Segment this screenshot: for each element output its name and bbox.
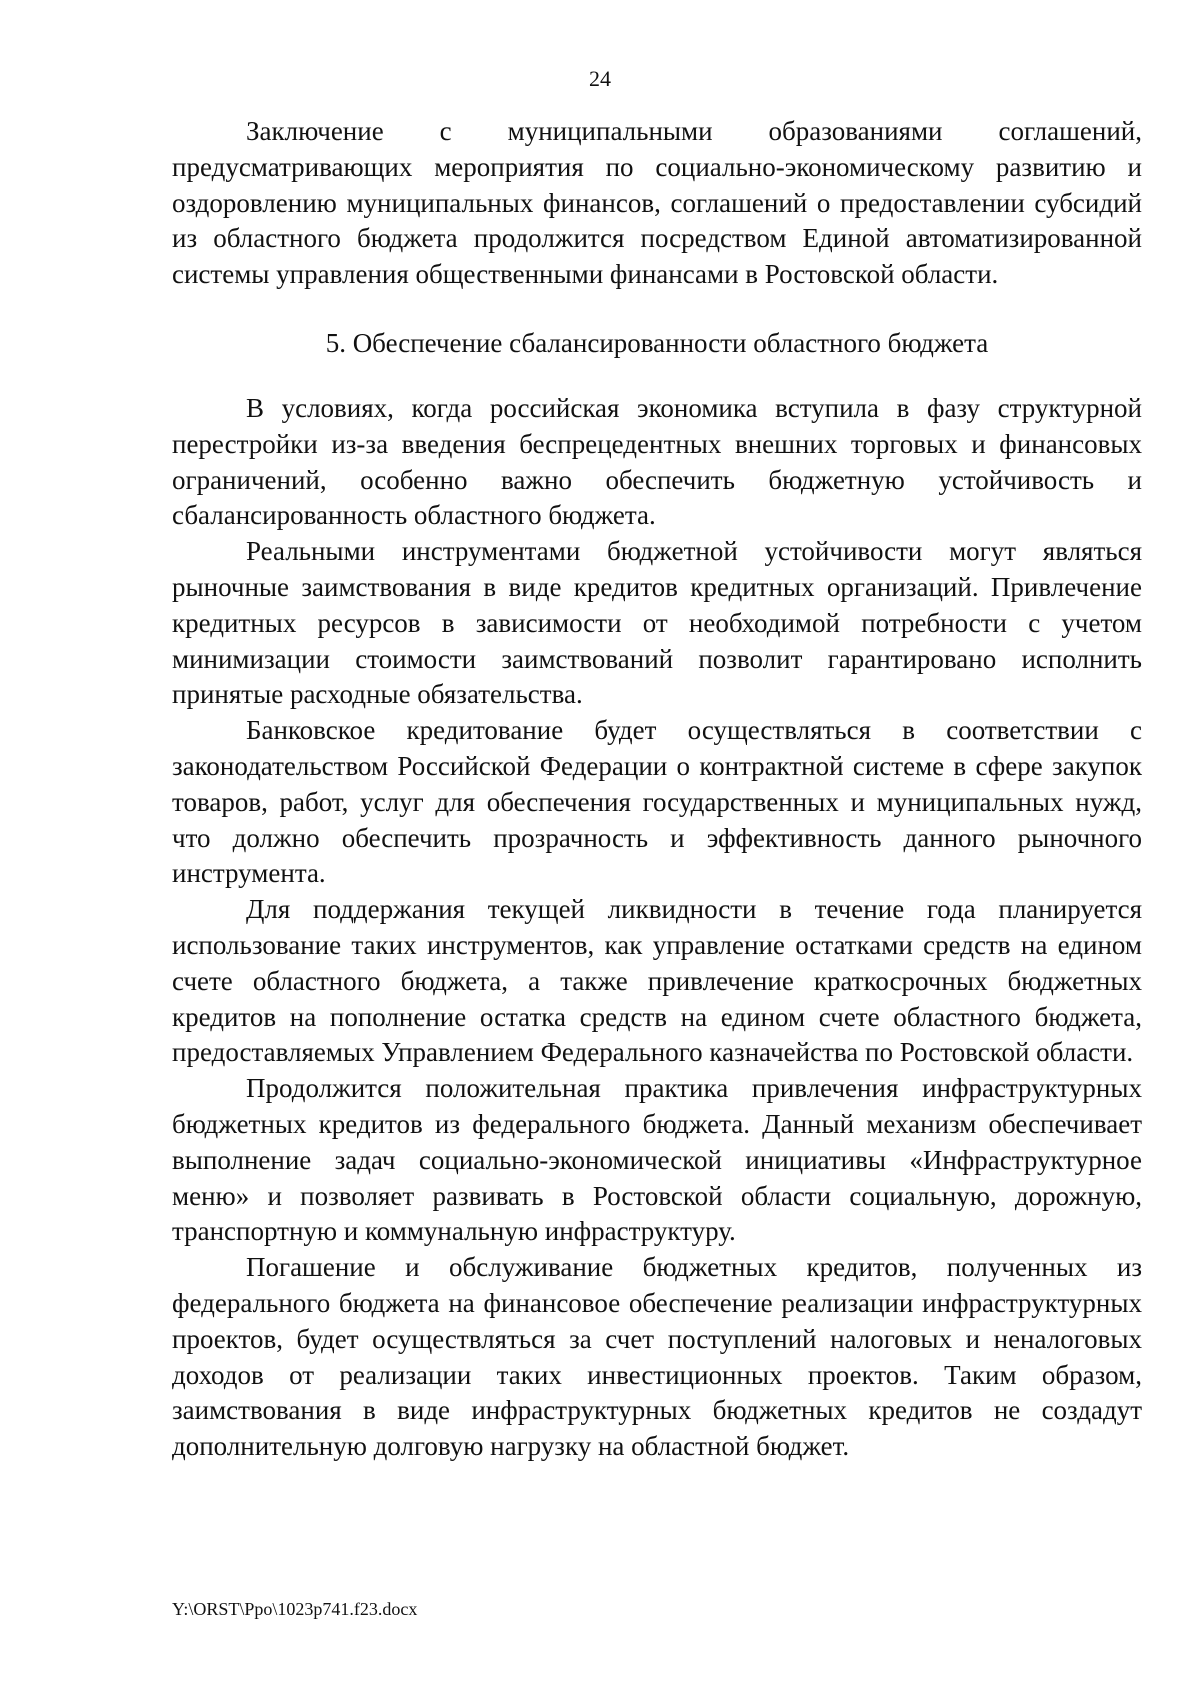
paragraph-repayment: Погашение и обслуживание бюджетных кредитов, полученных из федерального бюджета на финансовое обеспечение реализации инфраструктурных проектов, будет осуществляться за счет поступлений налоговых и неналоговых доходов от реализации таких инвестиционных проектов. Таким образом, заимствования в виде инфраструктурных бюджетных кредитов не создадут дополнительную долговую нагрузку на областной бюджет. (172, 1252, 1142, 1462)
paragraph-liquidity: Для поддержания текущей ликвидности в течение года планируется использование таких инструментов, как управление остатками средств на едином счете областного бюджета, а также привлечение краткосрочных бюджетных кредитов на пополнение остатка средств на едином счете областного бюджета, предоставляемых Управлением Федерального казначейства по Ростовской области. (172, 894, 1142, 1068)
paragraph-agreements: Заключение с муниципальными образованиями соглашений, предусматривающих мероприятия по социально-экономическому развитию и оздоровлению муниципальных финансов, соглашений о предоставлении субсидий из областного бюджета продолжится посредством Единой автоматизированной системы управления общественными финансами в Ростовской области. (172, 116, 1142, 290)
page-number: 24 (589, 66, 611, 91)
footer-file-path: Y:\ORST\Ppo\1023p741.f23.docx (172, 1599, 418, 1619)
paragraph-market-borrowings: Реальными инструментами бюджетной устойчивости могут являться рыночные заимствования в виде кредитов кредитных организаций. Привлечение кредитных ресурсов в зависимости от необходимой потребности с учетом минимизации стоимости заимствований позволит гарантировано исполнить принятые расходные обязательства. (172, 536, 1142, 710)
paragraph-bank-lending: Банковское кредитование будет осуществляться в соответствии с законодательством Российской Федерации о контрактной системе в сфере закупок товаров, работ, услуг для обеспечения государственных и муниципальных нужд, что должно обеспечить прозрачность и эффективность данного рыночного инструмента. (172, 715, 1142, 889)
section-heading: 5. Обеспечение сбалансированности областного бюджета (325, 327, 989, 358)
paragraph-infrastructure-credits: Продолжится положительная практика привлечения инфраструктурных бюджетных кредитов из федерального бюджета. Данный механизм обеспечивает выполнение задач социально-экономической инициативы «Инфраструктурное меню» и позволяет развивать в Ростовской области социальную, дорожную, транспортную и коммунальную инфраструктуру. (172, 1073, 1142, 1247)
paragraph-economic-conditions: В условиях, когда российская экономика вступила в фазу структурной перестройки из-за введения беспрецедентных внешних торговых и финансовых ограничений, особенно важно обеспечить бюджетную устойчивость и сбалансированность областного бюджета. (172, 392, 1142, 531)
document-body (172, 114, 1142, 1465)
